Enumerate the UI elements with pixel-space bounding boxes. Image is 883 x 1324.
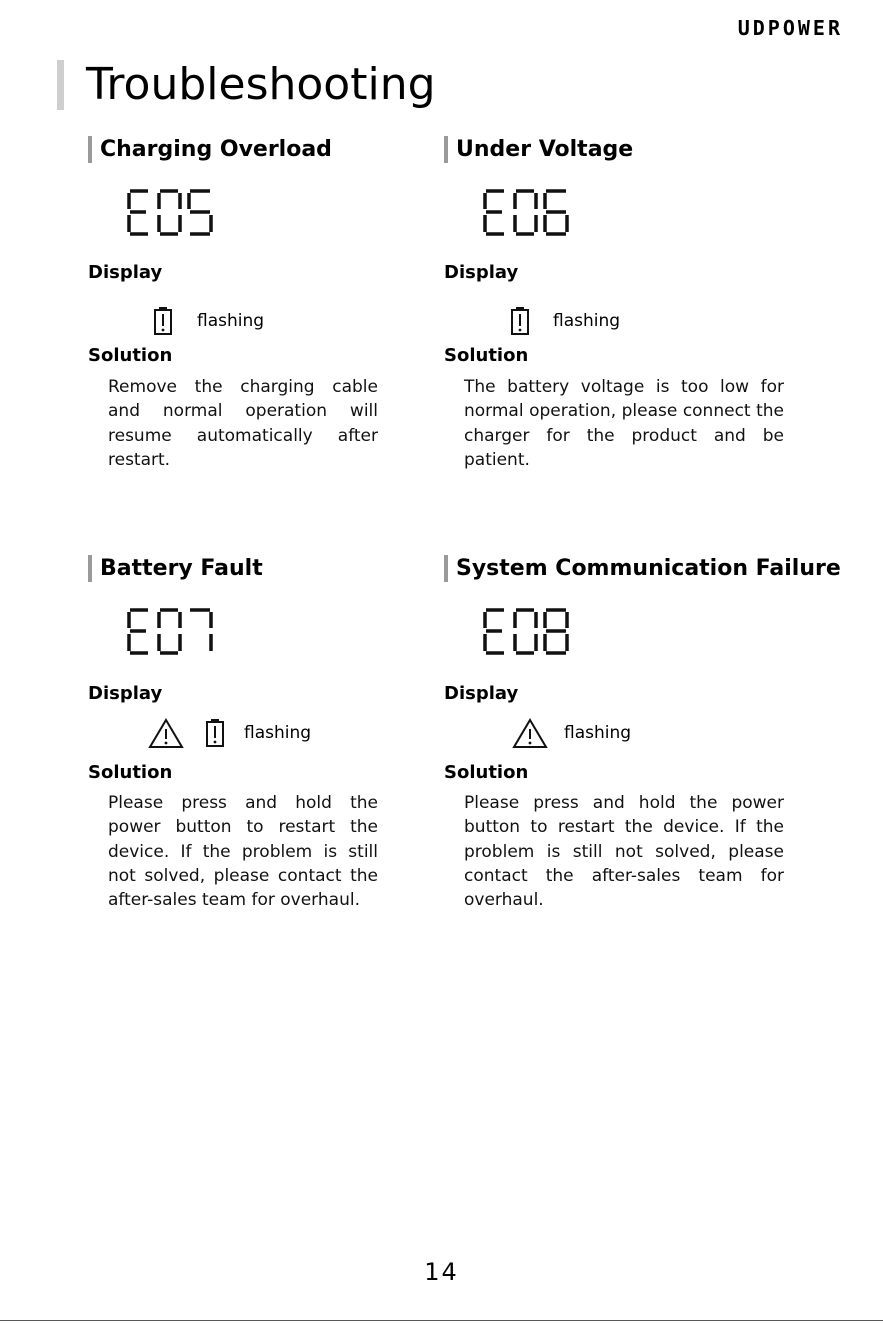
display-label: Display (444, 262, 519, 283)
page-number: 14 (424, 1258, 459, 1286)
section-title: Under Voltage (456, 137, 634, 162)
section-battery-fault (88, 553, 468, 911)
display-indicator (509, 306, 620, 336)
solution-label: Solution (88, 762, 173, 783)
section-under-voltage (444, 134, 824, 470)
solution-text: The battery voltage is too low for normal operation, please connect the charger for the product and be patient. (464, 377, 784, 470)
title-accent-bar (57, 60, 64, 110)
error-code-display-e07 (126, 607, 226, 657)
solution-text: Please press and hold the power button to restart the device. If the problem is still not solved, please contact the after-sales team for overhaul. (108, 793, 378, 911)
section-system-communication-failure (444, 553, 874, 911)
section-header (88, 553, 468, 585)
display-label: Display (444, 683, 519, 704)
section-header (88, 134, 468, 166)
error-code-display-e05 (126, 188, 226, 238)
flashing-label: flashing (553, 311, 621, 331)
flashing-label: flashing (564, 723, 632, 743)
solution-text: Remove the charging cable and normal operation will resume automatically after restart. (108, 377, 378, 470)
section-accent-bar (88, 136, 92, 163)
section-title: System Communication Failure (456, 556, 841, 581)
error-code-display-e08 (482, 607, 582, 657)
page-title: Troubleshooting (86, 59, 436, 110)
bottom-divider (0, 1320, 883, 1321)
section-header (444, 134, 824, 166)
error-code-display-e06 (482, 188, 582, 238)
solution-text: Please press and hold the power button to restart the device. If the problem is still not solved, please contact the after-sales team for overhaul. (464, 793, 784, 911)
solution-label: Solution (444, 345, 529, 366)
warning-triangle-icon (512, 717, 548, 749)
solution-label: Solution (444, 762, 529, 783)
brand-logo: UDPOWER (737, 16, 843, 40)
section-title: Battery Fault (100, 556, 263, 581)
section-charging-overload (88, 134, 468, 470)
display-label: Display (88, 262, 163, 283)
section-header (444, 553, 874, 585)
solution-label: Solution (88, 345, 173, 366)
section-accent-bar (444, 555, 448, 582)
battery-alert-icon (204, 718, 226, 748)
display-indicator (152, 306, 264, 336)
display-label: Display (88, 683, 163, 704)
section-title: Charging Overload (100, 137, 332, 162)
section-accent-bar (444, 136, 448, 163)
section-accent-bar (88, 555, 92, 582)
display-indicator (148, 717, 311, 749)
flashing-label: flashing (197, 311, 265, 331)
battery-alert-icon (152, 306, 174, 336)
flashing-label: flashing (244, 723, 312, 743)
display-indicator (512, 717, 631, 749)
battery-alert-icon (509, 306, 531, 336)
warning-triangle-icon (148, 717, 184, 749)
